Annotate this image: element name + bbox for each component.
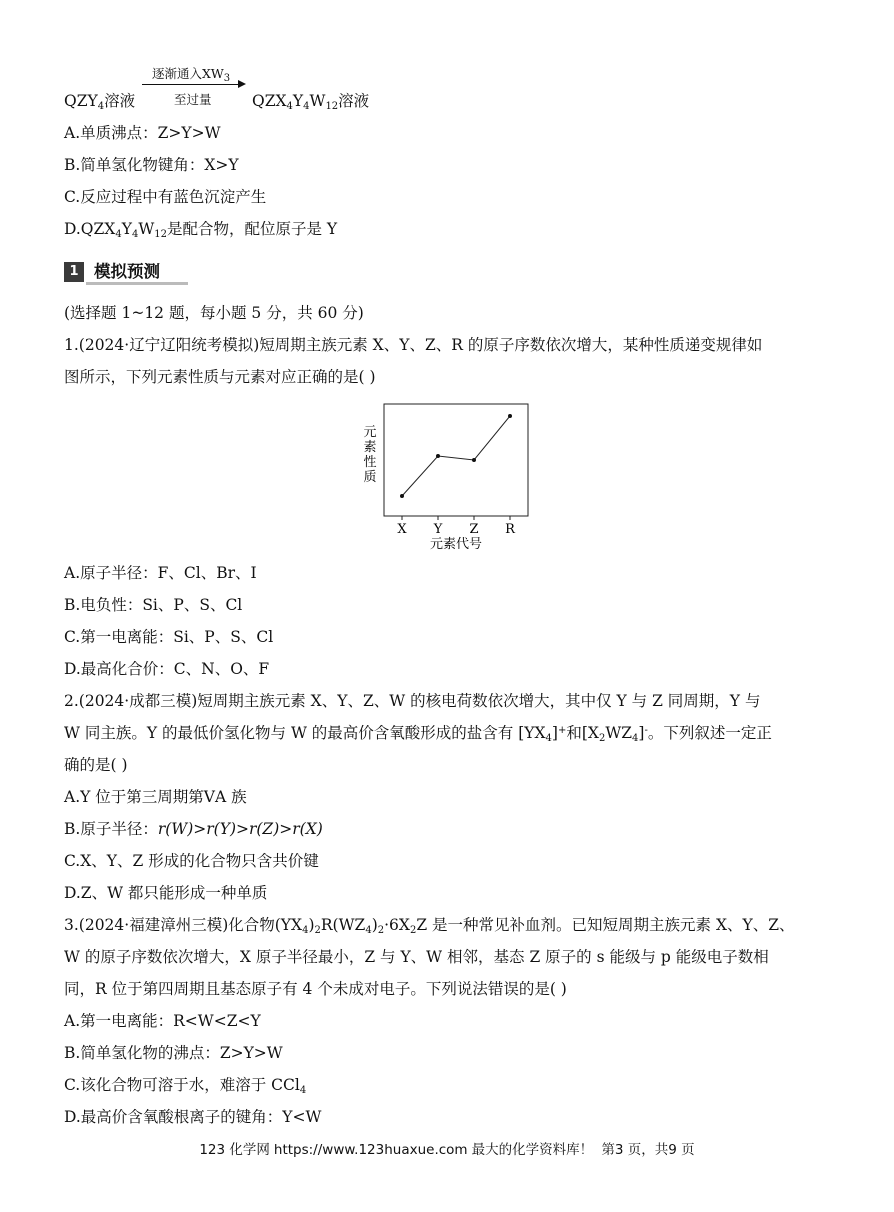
footer-page-number: 第3 页，共9 页 <box>601 1142 695 1158</box>
q2-option-d: D.Z、W 都只能形成一种单质 <box>64 884 268 902</box>
data-point-z <box>472 458 476 462</box>
q3-stem-line1: 3.(2024·福建漳州三模)化合物$(YX_4)_2R(WZ_4)_2\cdot 6X_2Z$ 是一种常见补血剂。已知短周期主族元素 X、Y、Z、 <box>64 916 795 936</box>
property-trend-chart <box>356 396 546 552</box>
footer-site: 123 化学网 <box>199 1142 270 1158</box>
footer-slogan: 最大的化学资料库！ <box>471 1142 594 1158</box>
section-underline <box>86 282 188 285</box>
reaction-equation <box>64 90 135 112</box>
q2-stem-line2: W 同主族。Y 的最低价氢化物与 W 的最高价含氧酸形成的盐含有 $[YX_4]^+$和$[X_2WZ_4]^-$。下列叙述一定正 <box>64 724 772 744</box>
q3-option-a: A.第一电离能：R<W<Z<Y <box>64 1012 261 1030</box>
series-line <box>402 416 510 496</box>
q2-stem-line1: 2.(2024·成都三模)短周期主族元素 X、Y、Z、W 的核电荷数依次增大，其中仅 Y 与 Z 同周期，Y 与 <box>64 692 761 710</box>
footer-url[interactable]: https://www.123huaxue.com <box>273 1142 468 1158</box>
reaction-arrow <box>140 62 248 112</box>
section-number-icon: 1 <box>64 262 84 282</box>
x-axis-label: 元素代号 <box>429 537 483 552</box>
q2-option-a: A.Y 位于第三周期第ⅤA 族 <box>64 788 247 806</box>
q2-option-c: C.X、Y、Z 形成的化合物只含共价键 <box>64 852 319 870</box>
q3-option-c: C.该化合物可溶于水，难溶于 CCl$_4$ <box>64 1076 307 1096</box>
arrow-head-icon <box>238 80 246 88</box>
section-header <box>64 260 188 284</box>
q3-stem-line3: 同，R 位于第四周期且基态原子有 4 个未成对电子。下列说法错误的是( ) <box>64 980 567 998</box>
q3-stem-line2: W 的原子序数依次增大，X 原子半径最小，Z 与 Y、W 相邻，基态 Z 原子的 s 能级与 p 能级电子数相 <box>64 948 769 966</box>
q1-option-c: C.第一电离能：Si、P、S、Cl <box>64 628 274 646</box>
x-tick-label: R <box>505 522 515 537</box>
q1-option-d: D.最高化合价：C、N、O、F <box>64 660 270 678</box>
page-footer <box>0 1138 894 1158</box>
y-axis-label-char: 质 <box>363 470 377 485</box>
prev-option-a: A.单质沸点：Z>Y>W <box>64 124 221 142</box>
q1-option-a: A.原子半径：F、Cl、Br、I <box>64 564 257 582</box>
x-tick-label: X <box>397 522 407 537</box>
arrow-condition-bottom: 至过量 <box>174 92 212 107</box>
y-axis-label-char: 素 <box>363 440 377 455</box>
q1-stem-line2: 图所示，下列元素性质与元素对应正确的是( ) <box>64 368 376 386</box>
data-point-r <box>508 414 512 418</box>
arrow-line <box>142 84 242 85</box>
y-axis-label-char: 性 <box>363 455 377 470</box>
prev-option-b: B.简单氢化物键角：X>Y <box>64 156 239 174</box>
q1-option-b: B.电负性：Si、P、S、Cl <box>64 596 243 614</box>
product: $QZX_4Y_4W_{12}$溶液 <box>252 92 370 112</box>
arrow-condition-top: 逐渐通入$XW_3$ <box>152 66 231 84</box>
y-axis-label-char: 元 <box>363 425 377 440</box>
section-title: 模拟预测 <box>94 262 160 281</box>
q3-option-d: D.最高价含氧酸根离子的键角：Y<W <box>64 1108 322 1126</box>
intro-note: (选择题 1~12 题，每小题 5 分，共 60 分) <box>64 304 364 322</box>
q3-option-b: B.简单氢化物的沸点：Z>Y>W <box>64 1044 283 1062</box>
reactant: $QZY_4$溶液 <box>64 92 136 112</box>
x-tick-labels <box>397 522 516 537</box>
q2-option-b: B.原子半径：r(W)>r(Y)>r(Z)>r(X) <box>64 820 323 838</box>
q2-stem-line3: 确的是( ) <box>64 756 128 774</box>
data-point-y <box>436 454 440 458</box>
series-points <box>400 414 512 498</box>
x-tick-label: Y <box>433 522 443 537</box>
y-axis-label <box>363 425 376 485</box>
prev-option-d: $D.QZX_4Y_4W_{12}$是配合物，配位原子是 Y <box>64 220 338 240</box>
x-ticks <box>402 516 510 520</box>
q2-option-b-expression: r(W)>r(Y)>r(Z)>r(X) <box>157 820 323 838</box>
data-point-x <box>400 494 404 498</box>
prev-option-c: C.反应过程中有蓝色沉淀产生 <box>64 188 267 206</box>
q1-stem-line1: 1.(2024·辽宁辽阳统考模拟)短周期主族元素 X、Y、Z、R 的原子序数依次增大，某种性质递变规律如 <box>64 336 763 354</box>
x-tick-label: Z <box>469 522 479 537</box>
